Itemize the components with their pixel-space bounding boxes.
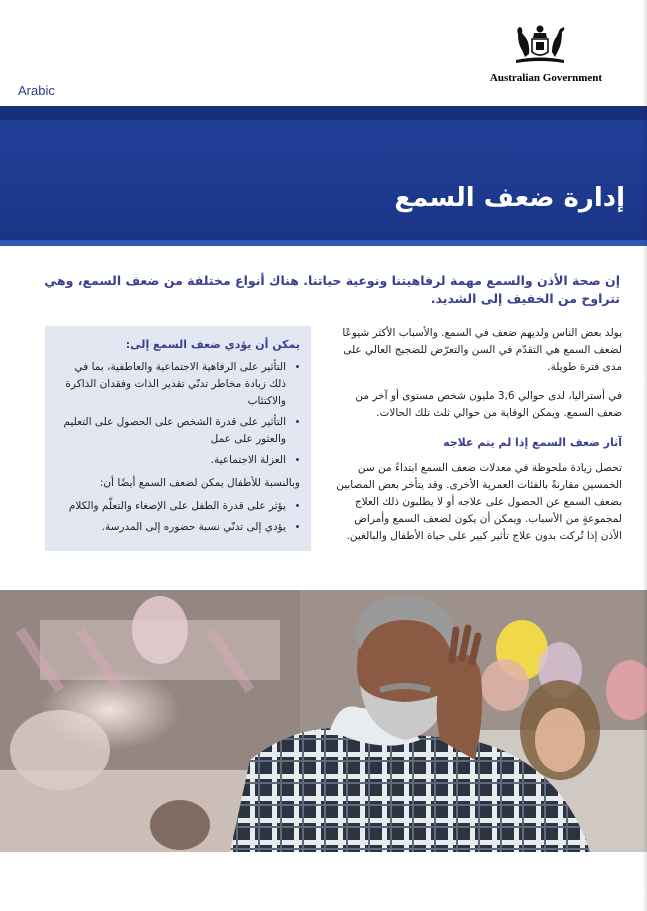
- paragraph-statistics: في أستراليا، لدى حوالي 3,6 مليون شخص مستوى أو آخر من ضعف السمع. ويمكن الوقاية من حوالي ثلث تلك الحالات.: [355, 390, 622, 419]
- info-box-heading: يمكن أن يؤدي ضعف السمع إلى:: [125, 338, 300, 351]
- page-edge-shadow: [643, 0, 647, 911]
- page-title: إدارة ضعف السمع: [394, 183, 625, 213]
- effects-heading: آثار ضعف السمع إذا لم يتم علاجه: [443, 436, 622, 449]
- language-label: Arabic: [18, 83, 55, 98]
- bottom-margin: [0, 852, 647, 911]
- list-item: • التأثير على قدرة الشخص على الحصول على التعليم والعثور على عمل: [56, 414, 286, 448]
- list-item: • التأثير على الرفاهية الاجتماعية والعاطفية، بما في ذلك زيادة مخاطر تدنّي تقدير الذات وفقدان الذاكرة والاكتئاب: [56, 359, 286, 410]
- list-item: • العزلة الاجتماعية.: [56, 452, 286, 469]
- list-item: • يؤثر على قدرة الطفل على الإصغاء والتعلّم والكلام: [56, 498, 286, 515]
- main-text-column: [336, 325, 622, 557]
- children-effects-list: [56, 498, 300, 536]
- children-intro: وبالنسبة للأطفال يمكن لضعف السمع أيضًا أن:: [99, 477, 300, 489]
- paragraph-effects: تحصل زيادة ملحوظة في معدلات ضعف السمع ابتداءً من سن الخمسين مقارنةً بالفئات العمرية الأخرى. وقد يتأخر بعض المصابين بضعف السمع عن الحصول على علاجه أو لا يطلبون ذلك العلاج لمجموعةٍ من الأسباب. ويمكن أن يكون لضعف السمع وأمراض الأذن إذا تُركت بدون علاج تأثير كبير على حياة الأطفال والبالغين.: [336, 462, 622, 542]
- info-box: [45, 326, 311, 551]
- effects-list: [56, 359, 300, 469]
- government-name: Australian Government: [489, 72, 603, 84]
- australian-government-logo: [486, 24, 606, 86]
- paragraph-causes: يولد بعض الناس ولديهم ضعف في السمع. والأسباب الأكثر شيوعًا لضعف السمع هي التقدّم في السن والتعرّض للضجيج العالي على مدى فترة طويلة.: [342, 327, 622, 373]
- list-item: • يؤدي إلى تدنّي نسبة حضوره إلى المدرسة.: [56, 519, 286, 536]
- intro-paragraph: إن صحة الأذن والسمع مهمة لرفاهيتنا ونوعية حياتنا. هناك أنواع مختلفة من ضعف السمع، وهي تتراوح من الخفيف إلى الشديد.: [44, 273, 620, 306]
- coat-of-arms-icon: [510, 24, 570, 66]
- title-banner: [0, 106, 647, 246]
- photo-illustration: [0, 590, 647, 852]
- man-cupping-ear-photo: [0, 590, 647, 852]
